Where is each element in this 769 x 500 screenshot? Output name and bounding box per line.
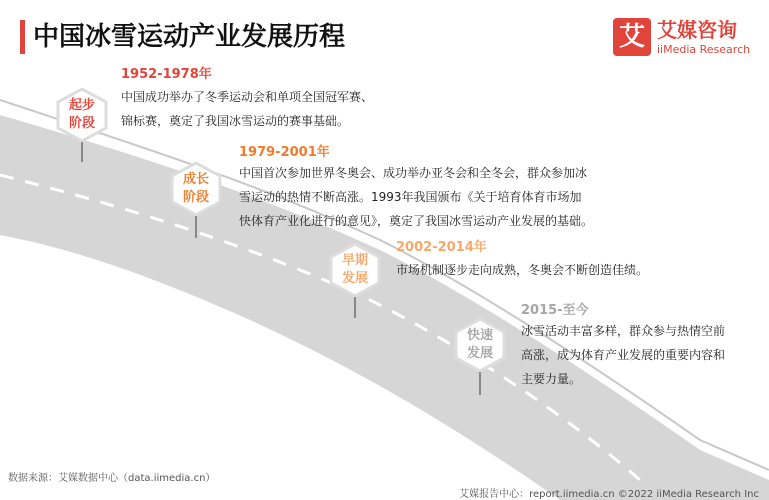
stage-desc-3: 市场机制逐步走向成熟，冬奥会不断创造佳绩。 xyxy=(396,263,649,277)
stage-desc-4: 冰雪活动丰富多样，群众参与热情空前 高涨，成为体育产业发展的重要内容和 主要力量。 xyxy=(521,324,726,386)
stage-marker-3 xyxy=(328,243,382,297)
stage-desc-2: 中国首次参加世界冬奥会、成功举办亚冬会和全冬会，群众参加冰 雪运动的热情不断高涨。1993年我国颁布《关于培育体育市场加 快体育产业化进行的意见》，奠定了我国冰雪运动产业发展的基础。 xyxy=(239,166,594,228)
stage-years-3: 2002-2014年 xyxy=(396,240,487,255)
stage-years-2: 1979-2001年 xyxy=(239,145,330,160)
stage-years-1: 1952-1978年 xyxy=(121,67,212,82)
stage-marker-2 xyxy=(169,162,223,216)
stage-label-4: 快速 发展 xyxy=(466,328,493,361)
stage-desc-1: 中国成功举办了冬季运动会和单项全国冠军赛、 锦标赛，奠定了我国冰雪运动的赛事基础。 xyxy=(121,90,374,128)
data-source: 数据来源：艾媒数据中心（data.iimedia.cn） xyxy=(8,473,216,484)
stage-marker-1 xyxy=(55,88,109,142)
stage-label-1: 起步 阶段 xyxy=(68,98,95,131)
stage-marker-4 xyxy=(453,318,507,372)
stage-years-4: 2015-至今 xyxy=(521,303,589,318)
page-title: 中国冰雪运动产业发展历程 xyxy=(33,22,346,52)
footer-report-link[interactable]: 艾媒报告中心：report.iimedia.cn ©2022 iiMedia Research Inc xyxy=(459,489,759,500)
logo-text-en: iiMedia Research xyxy=(657,43,751,56)
logo-text-cn: 艾媒咨询 xyxy=(657,18,737,42)
stage-label-3: 早期 发展 xyxy=(341,253,368,286)
logo-mark: 艾 xyxy=(613,18,651,56)
stage-label-2: 成长 阶段 xyxy=(182,172,209,205)
